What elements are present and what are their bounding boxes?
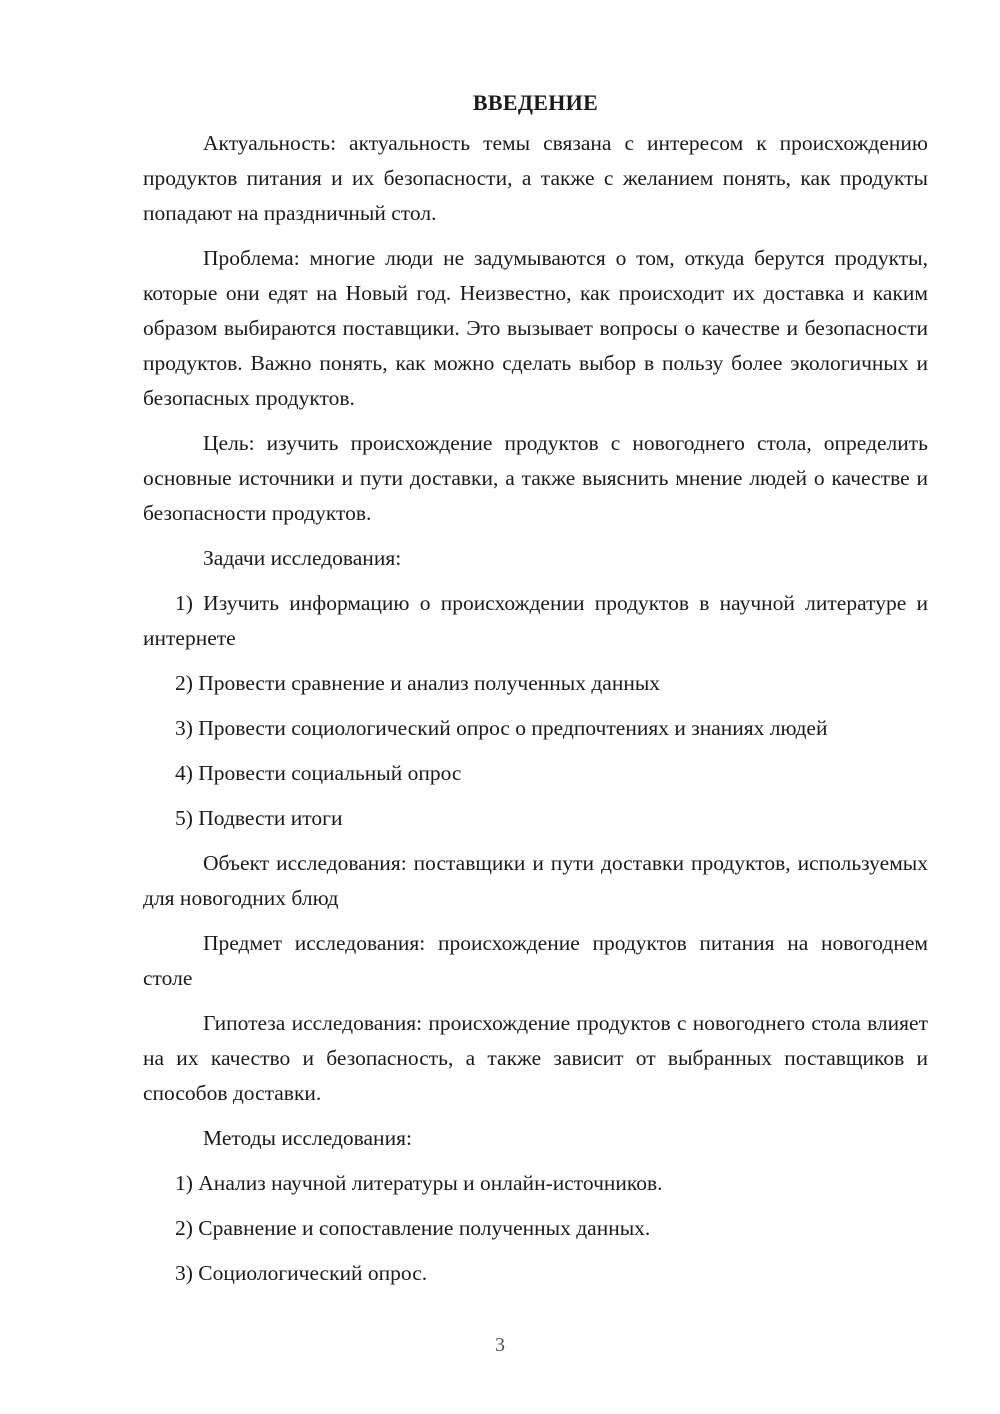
paragraph-hypothesis: Гипотеза исследования: происхождение продуктов с новогоднего стола влияет на их качество и безопасность, а также зависит от выбранных поставщиков и способов доставки. [143,1011,928,1105]
task-item-4: 4) Провести социальный опрос [175,761,462,785]
task-item-5: 5) Подвести итоги [175,806,343,830]
paragraph-subject: Предмет исследования: происхождение продуктов питания на новогоднем столе [143,931,928,990]
paragraph-object: Объект исследования: поставщики и пути доставки продуктов, используемых для новогодних блюд [143,851,928,910]
section-title: ВВЕДЕНИЕ [472,90,599,115]
task-item-3: 3) Провести социологический опрос о предпочтениях и знаниях людей [175,716,828,740]
page-number: 3 [495,1334,505,1356]
task-item-1: 1) Изучить информацию о происхождении продуктов в научной литературе и интернете [143,591,928,650]
paragraph-problem: Проблема: многие люди не задумываются о том, откуда берутся продукты, которые они едят на Новый год. Неизвестно, как происходит их доставка и каким образом выбираются поставщики. Это вызывает вопросы о качестве и безопасности продуктов. Важно понять, как можно сделать выбор в пользу более экологичных и безопасных продуктов. [143,246,928,410]
paragraph-goal: Цель: изучить происхождение продуктов с новогоднего стола, определить основные источники и пути доставки, а также выяснить мнение людей о качестве и безопасности продуктов. [143,431,928,525]
tasks-heading: Задачи исследования: [203,546,402,570]
method-item-3: 3) Социологический опрос. [175,1261,428,1285]
paragraph-relevance: Актуальность: актуальность темы связана с интересом к происхождению продуктов питания и их безопасности, а также с желанием понять, как продукты попадают на праздничный стол. [143,131,928,225]
method-item-2: 2) Сравнение и сопоставление полученных данных. [175,1216,651,1240]
methods-heading: Методы исследования: [203,1126,412,1150]
document-page [143,88,928,1301]
task-item-2: 2) Провести сравнение и анализ полученных данных [175,671,661,695]
method-item-1: 1) Анализ научной литературы и онлайн-источников. [175,1171,663,1195]
